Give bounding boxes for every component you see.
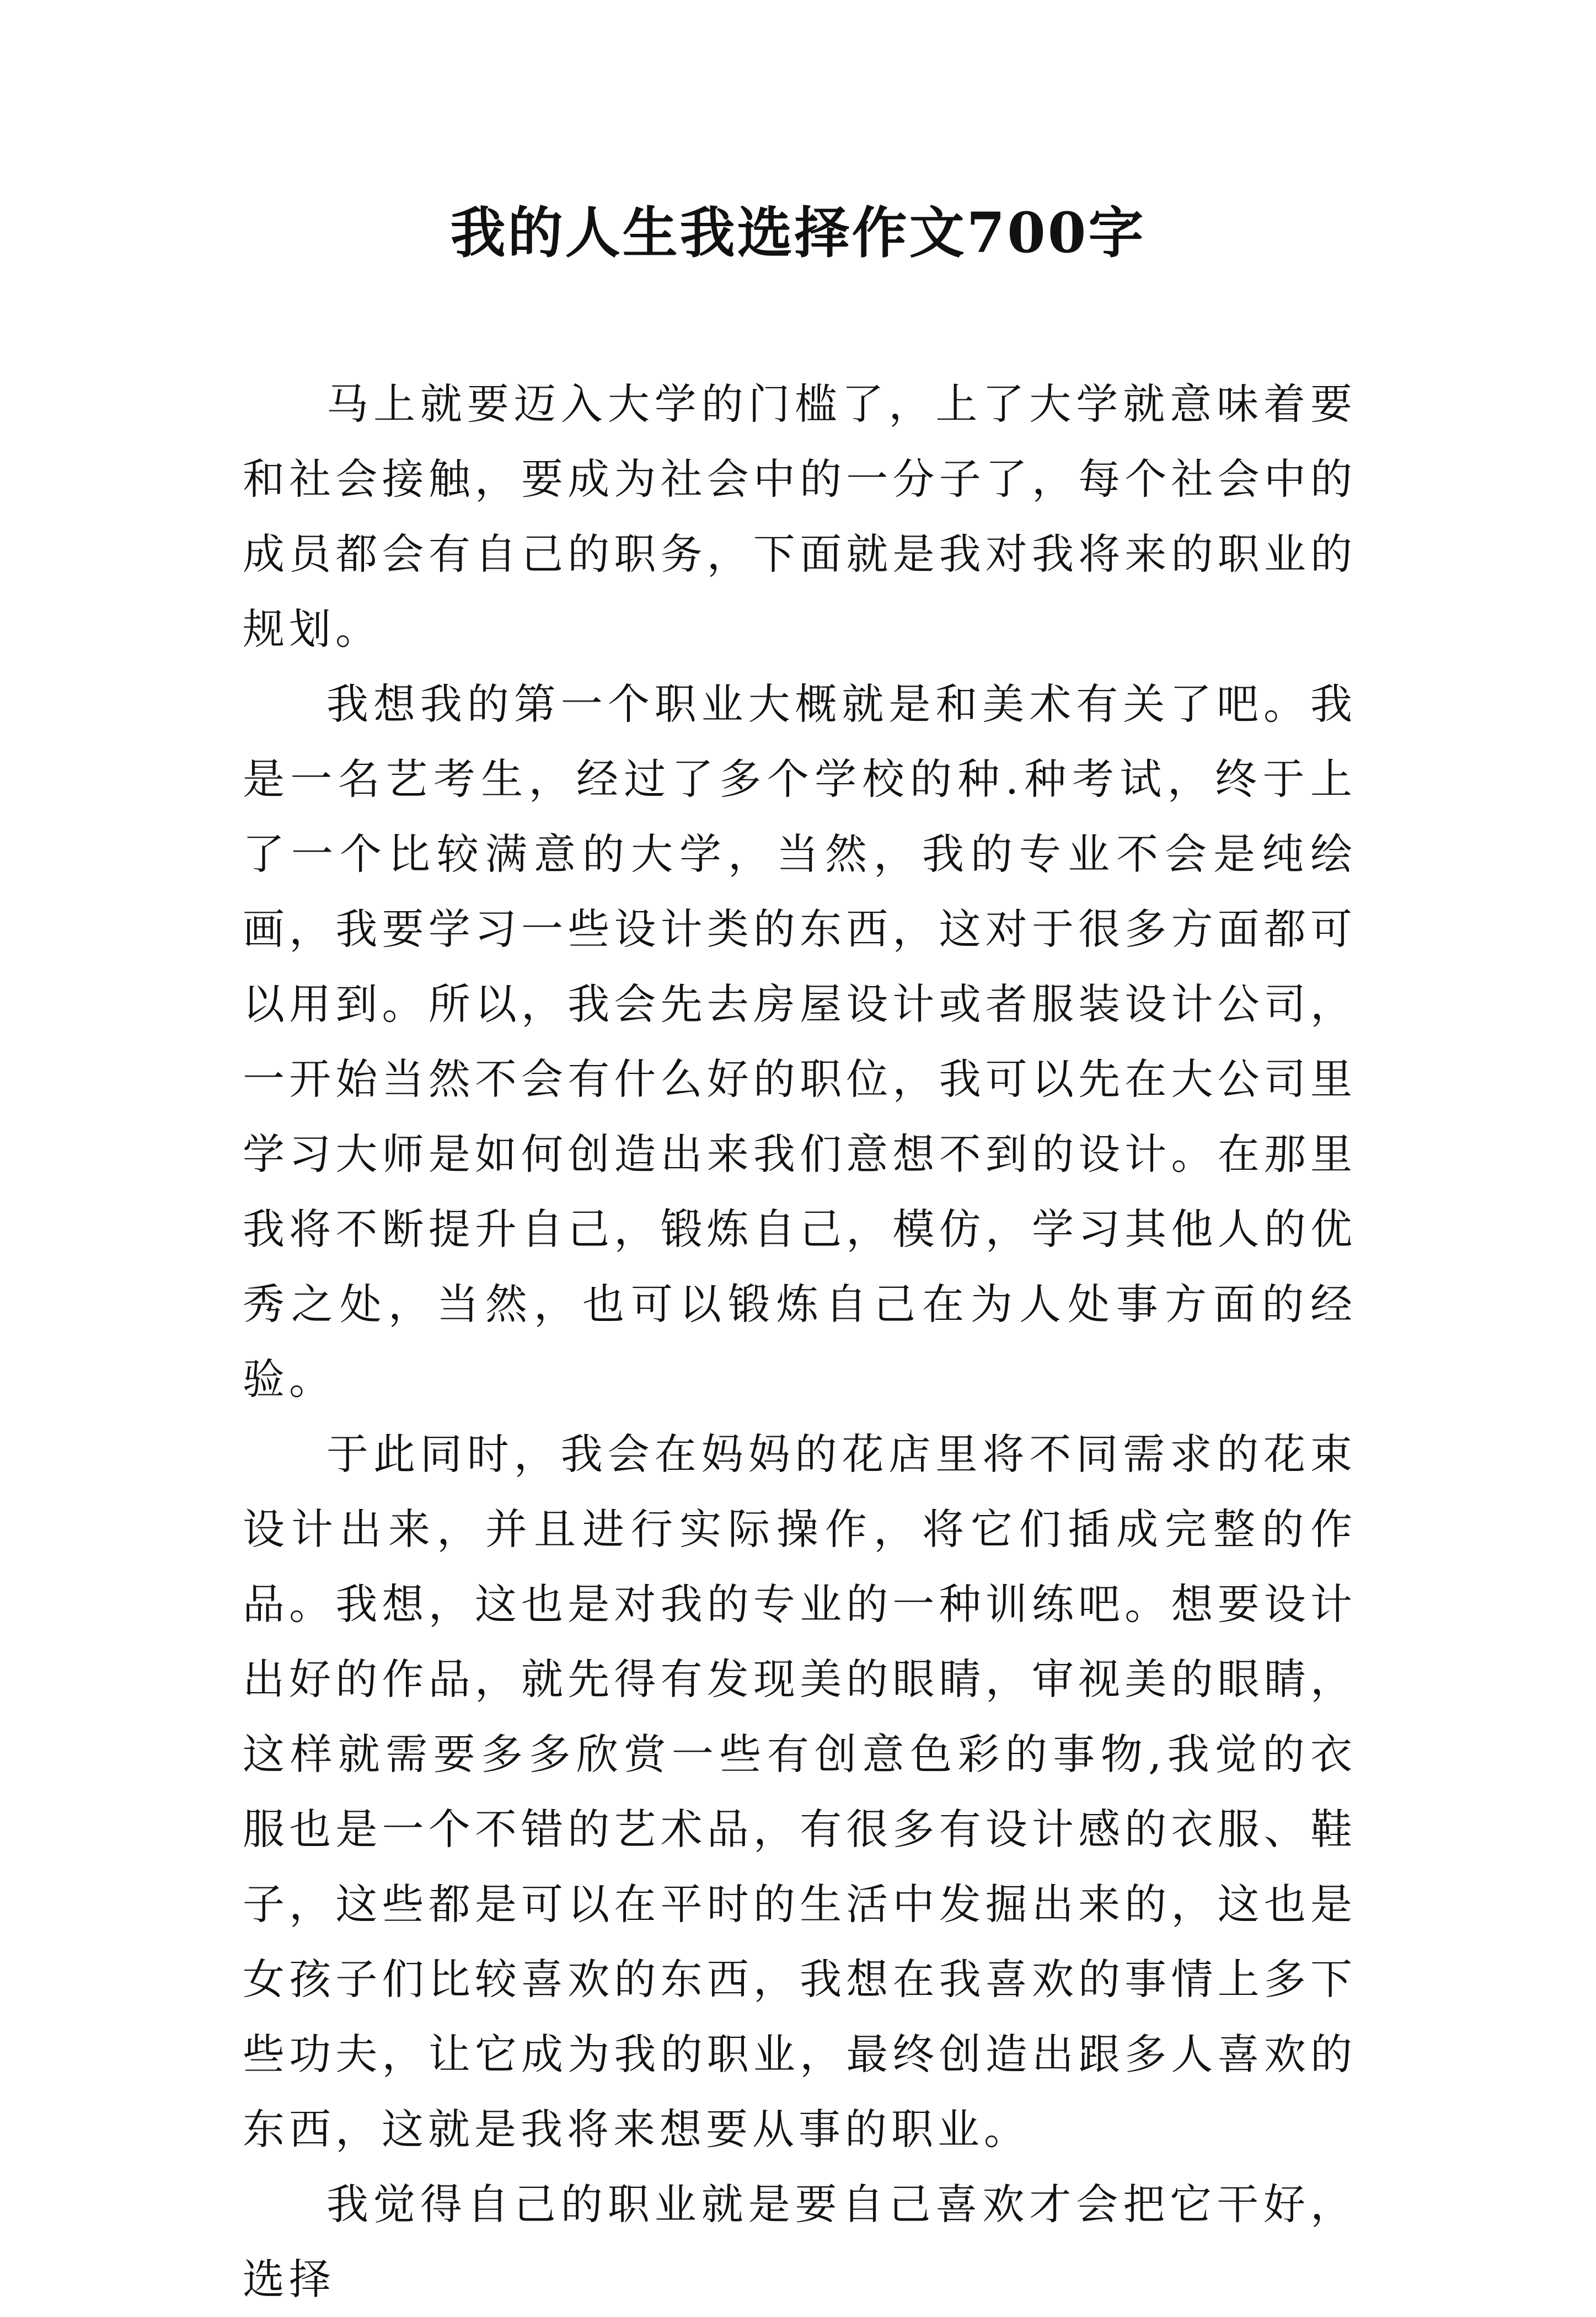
paragraph-2: 我想我的第一个职业大概就是和美术有关了吧。我是一名艺考生，经过了多个学校的种.种考试，终于上了一个比较满意的大学，当然，我的专业不会是纯绘画，我要学习一些设计类的东西，这对于很多方面都可以用到。所以，我会先去房屋设计或者服装设计公司，一开始当然不会有什么好的职位，我可以先在大公司里学习大师是如何创造出来我们意想不到的设计。在那里我将不断提升自己，锻炼自己，模仿，学习其他人的优秀之处，当然，也可以锻炼自己在为人处事方面的经验。 [243,679,1357,1404]
document-title: 我的人生我选择作文700字 [450,200,1146,265]
document-body [243,367,1357,2317]
paragraph-4: 我觉得自己的职业就是要自己喜欢才会把它干好，选择 [243,2180,1357,2304]
paragraph-3: 于此同时，我会在妈妈的花店里将不同需求的花束设计出来，并且进行实际操作，将它们插成完整的作品。我想，这也是对我的专业的一种训练吧。想要设计出好的作品，就先得有发现美的眼睛，审视美的眼睛，这样就需要多多欣赏一些有创意色彩的事物,我觉的衣服也是一个不错的艺术品，有很多有设计感的衣服、鞋子，这些都是可以在平时的生活中发掘出来的，这也是女孩子们比较喜欢的东西，我想在我喜欢的事情上多下些功夫，让它成为我的职业，最终创造出跟多人喜欢的东西，这就是我将来想要从事的职业。 [243,1430,1357,2154]
paragraph-1: 马上就要迈入大学的门槛了，上了大学就意味着要和社会接触，要成为社会中的一分子了，每个社会中的成员都会有自己的职务，下面就是我对我将来的职业的规划。 [243,379,1357,654]
